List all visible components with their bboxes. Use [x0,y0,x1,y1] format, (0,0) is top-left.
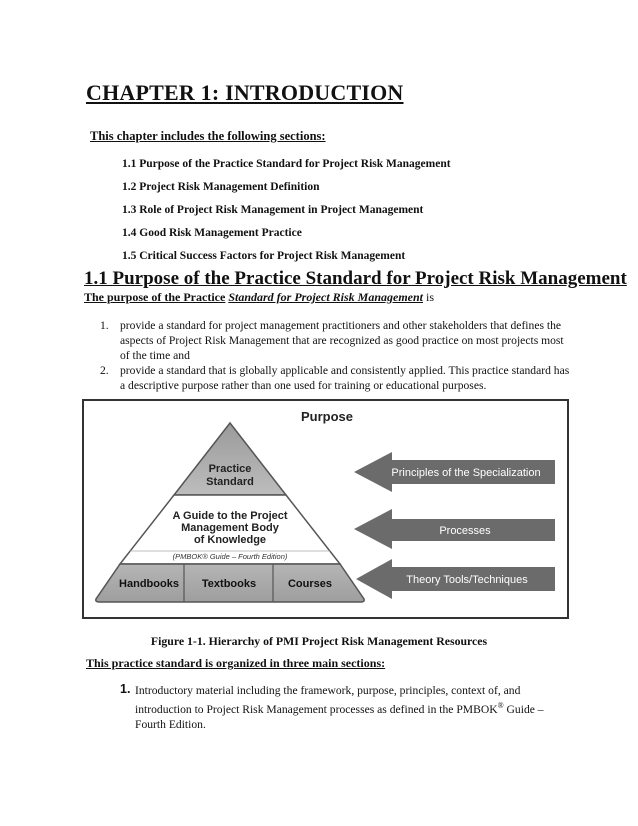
hierarchy-figure [82,399,569,619]
purpose-points [100,318,570,393]
organized-line: This practice standard is organized in three main sections: [86,656,386,670]
item-number: 1. [120,682,131,696]
point-number: 1. [100,319,109,332]
lead-text-2: is [426,290,435,304]
base-label-handbooks: Handbooks [119,578,179,590]
purpose-lead [84,290,434,305]
hierarchy-diagram [84,401,567,617]
figure-caption: Figure 1-1. Hierarchy of PMI Project Risk Management Resources [150,634,488,648]
purpose-point [100,318,570,363]
point-text: provide a standard that is globally applicable and consistently applied. This practice standard has a descriptive purpose rather than one used for training or educational purposes. [120,364,570,392]
item-text-a: Introductory material including the framework, purpose, principles, context of, and introduction to Project Risk Management processes as defined in the PMBOK [135,684,521,716]
chapter-title: CHAPTER 1: INTRODUCTION [86,80,404,105]
figure-heading: Purpose [300,409,354,424]
toc-item: 1.3 Role of Project Risk Management in Project Management [122,204,424,216]
item-text [120,683,560,732]
point-text: provide a standard for project management practitioners and other stakeholders that defines the aspects of Project Risk Management that are recognized as good practice on most projects most of the time and [120,319,564,362]
middle-sublabel: (PMBOK® Guide – Fourth Edition) [172,552,288,561]
lead-standard-title: Standard for Project Risk Management [228,290,423,304]
purpose-point [100,363,570,393]
section-list [122,157,451,272]
section-item [120,683,560,732]
middle-label: A Guide to the Project [172,510,288,522]
base-label-courses: Courses [287,578,333,590]
base-label-textbooks: Textbooks [201,578,257,590]
point-number: 2. [100,364,109,377]
toc-item: 1.5 Critical Success Factors for Project Risk Management [122,250,406,262]
apex-label: Practice [208,463,252,475]
toc-item: 1.1 Purpose of the Practice Standard for Project Risk Management [122,158,451,170]
intro-line: This chapter includes the following sections: [90,129,326,143]
section-heading: 1.1 Purpose of the Practice Standard for Project Risk Management [84,268,627,289]
toc-item: 1.4 Good Risk Management Practice [122,227,302,239]
arrow-label: Principles of the Specialization [391,467,541,479]
toc-item: 1.2 Project Risk Management Definition [122,181,320,193]
apex-label: Standard [206,476,254,488]
item-text-b: Guide – Fourth Edition. [135,702,544,731]
arrow-label: Theory Tools/Techniques [406,574,528,586]
middle-label: of Knowledge [193,534,267,546]
arrow-label: Processes [439,525,491,537]
registered-mark: ® [497,701,504,710]
lead-text-1: The purpose of the Practice [84,290,226,304]
middle-label: Management Body [181,522,279,534]
